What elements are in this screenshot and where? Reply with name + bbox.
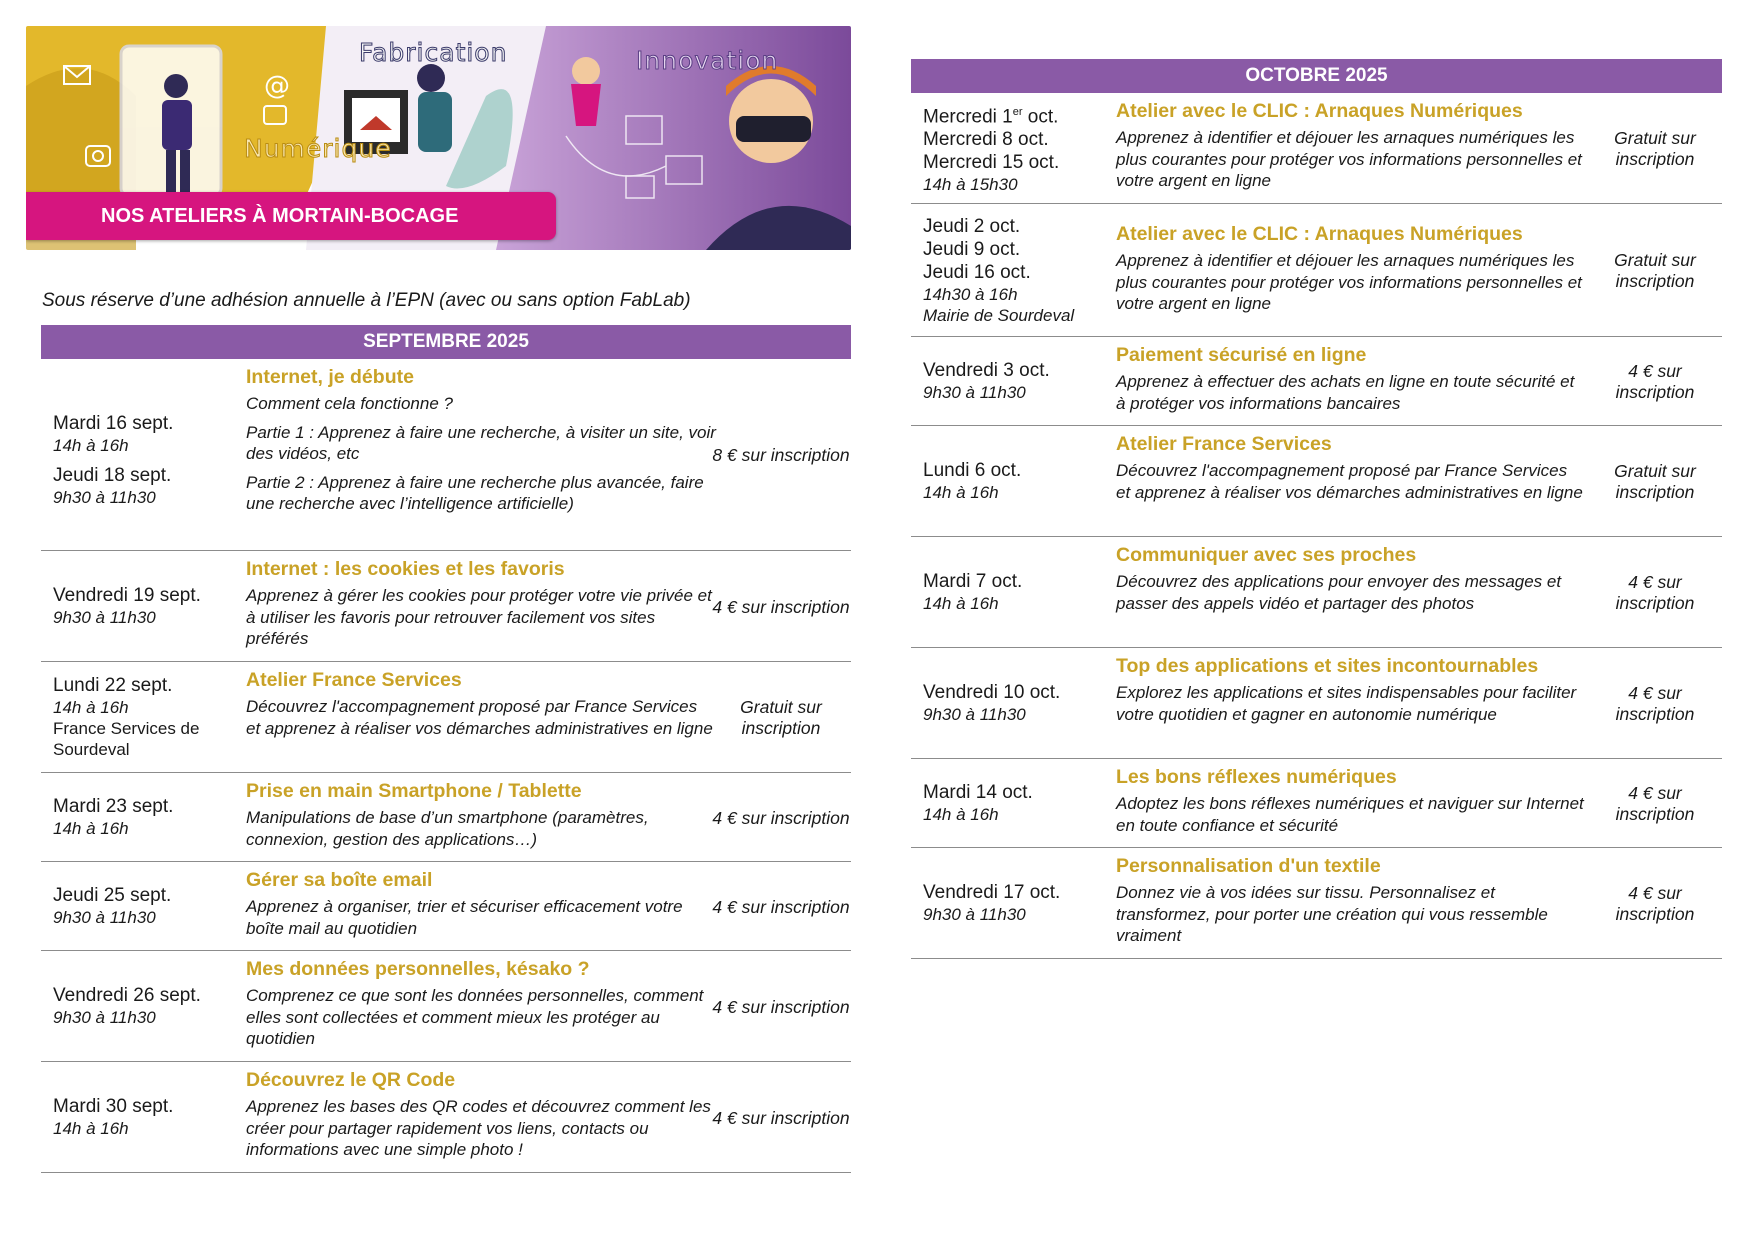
- row-content: [246, 868, 716, 939]
- row-day: Vendredi 26 sept.: [53, 985, 201, 1006]
- table-row: [41, 862, 851, 951]
- workshop-title: Top des applications et sites incontournables: [1116, 655, 1539, 677]
- row-dates: [923, 537, 1108, 647]
- workshop-title: Internet : les cookies et les favoris: [246, 558, 565, 580]
- workshop-price: 4 € sur inscription: [712, 996, 850, 1017]
- row-time: 14h30 à 16h: [923, 284, 1018, 304]
- workshop-desc: Découvrez l'accompagnement proposé par France Services et apprenez à réaliser vos démarches administratives en ligne: [1116, 461, 1583, 502]
- workshop-desc: Apprenez à organiser, trier et sécuriser efficacement votre boîte mail au quotidien: [246, 897, 683, 938]
- workshop-desc: Donnez vie à vos idées sur tissu. Personnalisez et transformez, pour porter une création qui vous ressemble vraiment: [1116, 883, 1548, 945]
- row-time: 9h30 à 11h30: [53, 1008, 156, 1027]
- table-row: [41, 773, 851, 862]
- workshop-title: Atelier France Services: [1116, 433, 1332, 455]
- row-content: [1116, 99, 1586, 192]
- row-dates: [53, 862, 238, 950]
- workshop-price: 4 € sur inscription: [1615, 361, 1695, 402]
- row-dates: [53, 551, 238, 661]
- row-day: Mardi 16 sept.: [53, 412, 174, 434]
- row-day: Jeudi 25 sept.: [53, 885, 172, 906]
- workshop-price: 4 € sur inscription: [1615, 783, 1695, 824]
- row-content: [1116, 343, 1586, 414]
- september-header: SEPTEMBRE 2025: [41, 325, 851, 359]
- row-time: 14h à 16h: [53, 819, 129, 838]
- workshop-price: 4 € sur inscription: [1615, 883, 1695, 924]
- row-day: Vendredi 3 oct.: [923, 360, 1050, 381]
- row-time: 14h à 16h: [923, 594, 999, 613]
- workshop-desc: Découvrez l'accompagnement proposé par France Services et apprenez à réaliser vos démarches administratives en ligne: [246, 697, 713, 738]
- table-row: [911, 648, 1722, 759]
- workshop-title: Paiement sécurisé en ligne: [1116, 344, 1367, 366]
- row-time: 9h30 à 11h30: [923, 383, 1026, 402]
- row-day: Mercredi 8 oct.: [923, 129, 1049, 151]
- row-content: [246, 1068, 716, 1161]
- row-time: 14h à 16h: [923, 805, 999, 824]
- row-time: 9h30 à 11h30: [53, 608, 156, 627]
- workshop-desc: Manipulations de base d’un smartphone (paramètres, connexion, gestion des applications…): [246, 808, 649, 849]
- row-time: 9h30 à 11h30: [923, 705, 1026, 724]
- row-content: [1116, 222, 1586, 315]
- row-dates: [923, 426, 1108, 536]
- workshop-title: Communiquer avec ses proches: [1116, 544, 1417, 566]
- table-row: [41, 951, 851, 1062]
- row-day: Lundi 22 sept.: [53, 675, 173, 696]
- workshop-price: Gratuit sur inscription: [1614, 128, 1696, 169]
- workshop-desc: Découvrez des applications pour envoyer des messages et passer des appels vidéo et partager des photos: [1116, 572, 1562, 613]
- workshop-price: 4 € sur inscription: [1615, 572, 1695, 613]
- row-dates: [53, 1062, 238, 1172]
- row-day: Mardi 14 oct.: [923, 782, 1033, 803]
- workshop-title: Personnalisation d'un textile: [1116, 855, 1381, 877]
- workshop-desc: Comprenez ce que sont les données personnelles, comment elles sont collectées et comment mieux les protéger au quotidien: [246, 986, 704, 1048]
- banner-word-numerique: Numérique: [244, 134, 392, 163]
- row-dates: [923, 204, 1108, 336]
- row-dates: [923, 648, 1108, 758]
- row-content: [1116, 854, 1586, 947]
- row-day: Mardi 7 oct.: [923, 571, 1023, 592]
- row-day: Jeudi 9 oct.: [923, 238, 1021, 260]
- row-content: [1116, 543, 1586, 614]
- row-content: [1116, 432, 1586, 503]
- table-row: [911, 337, 1722, 426]
- table-row: [41, 662, 851, 773]
- table-row: [911, 204, 1722, 337]
- banner: [26, 26, 851, 250]
- workshop-title: Internet, je débute: [246, 366, 414, 388]
- at-icon: [264, 71, 290, 101]
- row-time: 14h à 15h30: [923, 175, 1018, 195]
- row-time: 9h30 à 11h30: [53, 487, 156, 507]
- row-time: 14h à 16h: [53, 1119, 129, 1138]
- row-content: [246, 365, 716, 515]
- table-row: [911, 759, 1722, 848]
- row-place: France Services de Sourdeval: [53, 719, 200, 759]
- row-content: [1116, 765, 1586, 836]
- workshop-price: 4 € sur inscription: [712, 807, 850, 828]
- row-day: Vendredi 17 oct.: [923, 882, 1061, 903]
- table-row: [911, 426, 1722, 537]
- workshop-price: Gratuit sur inscription: [1614, 461, 1696, 502]
- table-row: [911, 848, 1722, 959]
- row-dates: [923, 759, 1108, 847]
- workshop-title: Mes données personnelles, késako ?: [246, 958, 590, 980]
- workshop-title: Atelier avec le CLIC : Arnaques Numériques: [1116, 223, 1523, 245]
- row-day: Mercredi 15 oct.: [923, 152, 1060, 174]
- row-day: Vendredi 19 sept.: [53, 585, 201, 606]
- row-content: [246, 957, 716, 1050]
- workshop-desc: Apprenez à gérer les cookies pour protéger votre vie privée et à utiliser les favoris pour retrouver facilement vos sites préférés: [246, 586, 712, 648]
- table-row: [41, 1062, 851, 1173]
- workshop-price: 8 € sur inscription: [712, 445, 850, 465]
- row-content: [246, 557, 716, 650]
- row-day: Jeudi 16 oct.: [923, 261, 1031, 283]
- row-dates: [53, 773, 238, 861]
- row-content: [246, 779, 716, 850]
- workshop-price: Gratuit sur inscription: [740, 697, 822, 738]
- workshop-title: Découvrez le QR Code: [246, 1069, 456, 1091]
- row-time: 9h30 à 11h30: [923, 905, 1026, 924]
- row-content: [1116, 654, 1586, 725]
- row-dates: [53, 369, 238, 550]
- workshop-desc: Apprenez à effectuer des achats en ligne en toute sécurité et à protéger vos informations bancaires: [1116, 372, 1575, 413]
- banner-word-innovation: Innovation: [636, 46, 779, 75]
- row-day: Jeudi 2 oct.: [923, 215, 1021, 237]
- row-day: Mercredi 1er oct.: [923, 105, 1059, 128]
- row-day: Vendredi 10 oct.: [923, 682, 1061, 703]
- row-dates: [53, 951, 238, 1061]
- workshop-desc: Adoptez les bons réflexes numériques et naviguer sur Internet en toute confiance et sécurité: [1116, 794, 1584, 835]
- row-place: Mairie de Sourdeval: [923, 305, 1075, 325]
- row-content: [246, 668, 716, 739]
- workshop-desc: Explorez les applications et sites indispensables pour faciliter votre quotidien et gagner en autonomie numérique: [1116, 683, 1577, 724]
- banner-title: NOS ATELIERS À MORTAIN-BOCAGE: [26, 192, 556, 240]
- workshop-title: Atelier France Services: [246, 669, 462, 691]
- row-dates: [923, 337, 1108, 425]
- row-day: Mardi 23 sept.: [53, 796, 174, 817]
- table-row: [41, 551, 851, 662]
- workshop-desc: Partie 2 : Apprenez à faire une recherche plus avancée, faire une recherche avec l’intelligence artificielle): [246, 472, 704, 513]
- row-dates: [923, 848, 1108, 958]
- workshop-price: Gratuit sur inscription: [1614, 250, 1696, 291]
- row-dates: [53, 662, 238, 772]
- row-day: Jeudi 18 sept.: [53, 464, 172, 486]
- svg-text:@: @: [264, 71, 290, 101]
- workshop-desc: Apprenez à identifier et déjouer les arnaques numériques les plus courantes pour protéger vos informations personnelles et votre argent en ligne: [1116, 251, 1582, 313]
- workshop-desc: Partie 1 : Apprenez à faire une recherche, à visiter un site, voir des vidéos, etc: [246, 422, 716, 463]
- row-day: Mardi 30 sept.: [53, 1096, 174, 1117]
- banner-word-fabrication: Fabrication: [359, 38, 508, 67]
- workshop-price: 4 € sur inscription: [712, 596, 850, 617]
- october-header: OCTOBRE 2025: [911, 59, 1722, 93]
- row-time: 9h30 à 11h30: [53, 908, 156, 927]
- workshop-desc: Apprenez à identifier et déjouer les arnaques numériques les plus courantes pour protéger vos informations personnelles et votre argent en ligne: [1116, 128, 1582, 190]
- table-row: [911, 93, 1722, 204]
- table-row: [41, 359, 851, 551]
- workshop-title: Prise en main Smartphone / Tablette: [246, 780, 582, 802]
- september-table: [41, 325, 851, 1173]
- row-day: Lundi 6 oct.: [923, 460, 1022, 481]
- workshop-price: 4 € sur inscription: [712, 1107, 850, 1128]
- row-dates: [923, 93, 1108, 203]
- workshop-price: 4 € sur inscription: [712, 896, 850, 917]
- workshop-title: Les bons réflexes numériques: [1116, 766, 1397, 788]
- workshop-desc: Apprenez les bases des QR codes et découvrez comment les créer pour partager rapidement vos liens, contacts ou informations avec une simple photo !: [246, 1097, 711, 1159]
- october-table: [911, 59, 1722, 959]
- workshop-title: Gérer sa boîte email: [246, 869, 433, 891]
- row-time: 14h à 16h: [53, 435, 129, 455]
- row-time: 14h à 16h: [53, 698, 129, 717]
- workshop-price: 4 € sur inscription: [1615, 683, 1695, 724]
- membership-note: Sous réserve d’une adhésion annuelle à l’EPN (avec ou sans option FabLab): [42, 290, 691, 311]
- workshop-title: Atelier avec le CLIC : Arnaques Numériques: [1116, 100, 1523, 122]
- table-row: [911, 537, 1722, 648]
- row-time: 14h à 16h: [923, 483, 999, 502]
- workshop-desc: Comment cela fonctionne ?: [246, 394, 453, 413]
